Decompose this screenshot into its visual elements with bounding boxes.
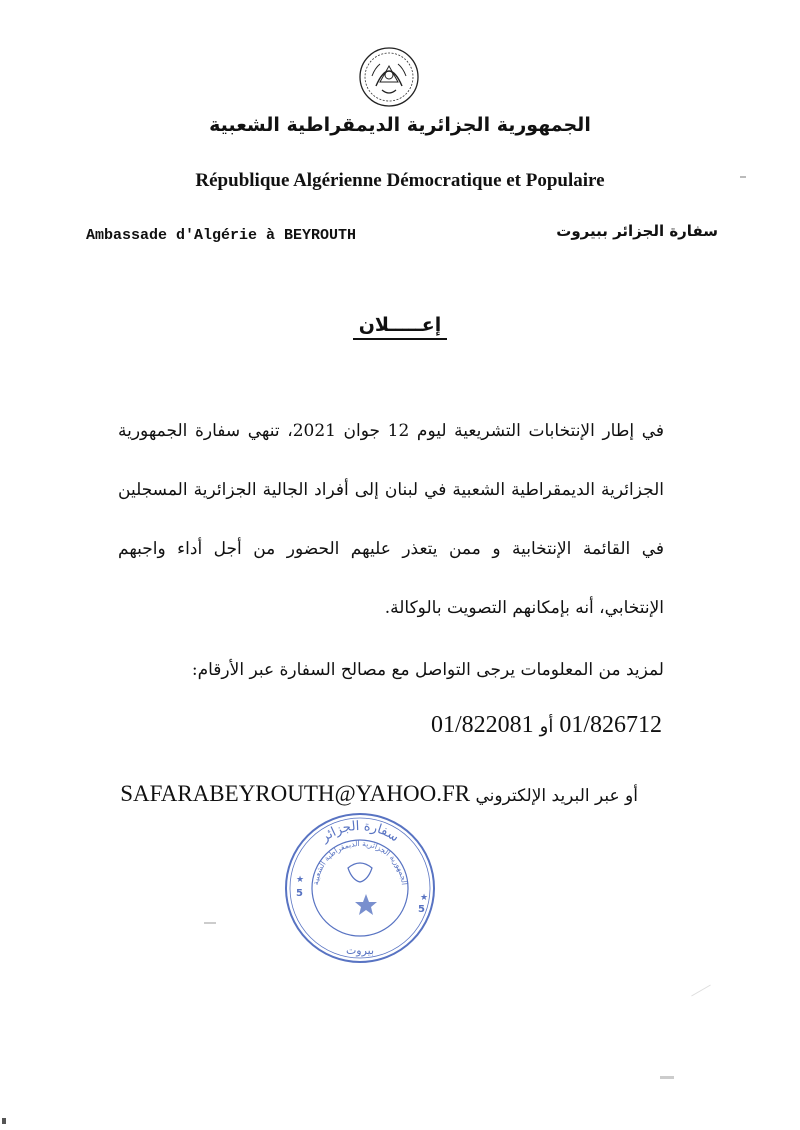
embassy-name-french: Ambassade d'Algérie à BEYROUTH bbox=[86, 227, 357, 244]
scan-speck bbox=[660, 1076, 674, 1079]
stamp-star-icon bbox=[355, 894, 377, 915]
stamp-number-left: 5 bbox=[296, 888, 303, 899]
stamp-star-right-icon: ★ bbox=[420, 893, 429, 903]
country-title-french: République Algérienne Démocratique et Populaire bbox=[195, 170, 605, 191]
phone-numbers bbox=[431, 712, 662, 739]
phone-number-2: 01/822081 bbox=[430, 712, 534, 738]
stamp-text-inner: الجمهورية الجزائرية الديمقراطية الشعبية bbox=[311, 838, 409, 886]
stamp-star-left-icon: ★ bbox=[296, 875, 305, 885]
country-title-arabic: الجمهورية الجزائرية الديمقراطية الشعبية bbox=[209, 114, 591, 136]
stamp-text-bottom: بيروت bbox=[345, 944, 375, 957]
notice-heading-text: إعـــــلان bbox=[353, 314, 448, 340]
embassy-stamp bbox=[280, 808, 440, 968]
stamp-number-right: 5 bbox=[418, 904, 425, 915]
scan-speck bbox=[740, 176, 746, 178]
embassy-name-arabic: سفارة الجزائر ببيروت bbox=[556, 222, 718, 240]
email-address: SAFARABEYROUTH@YAHOO.FR bbox=[120, 781, 471, 806]
notice-heading bbox=[300, 314, 500, 336]
scan-speck bbox=[204, 922, 216, 924]
email-intro: أو عبر البريد الإلكتروني bbox=[475, 786, 638, 806]
contact-intro: لمزيد من المعلومات يرجى التواصل مع مصالح السفارة عبر الأرقام: bbox=[191, 660, 664, 680]
algerian-emblem-icon bbox=[358, 46, 420, 108]
phone-number-1: 01/826712 bbox=[559, 712, 662, 738]
phone-or: أو bbox=[539, 716, 554, 736]
email-line bbox=[120, 781, 638, 807]
stamp-text-top: سفارة الجزائر bbox=[318, 818, 402, 846]
scan-speck bbox=[2, 1118, 6, 1124]
notice-paragraph: في إطار الإنتخابات التشريعية ليوم 12 جوان 2021، تنهي سفارة الجمهورية الجزائرية الديمقراطية الشعبية في لبنان إلى أفراد الجالية الجزائرية المسجلين في القائمة الإنتخابية و ممن يتعذر عليهم الحضور من أجل أداء واجبهم الإنتخابي، أنه بإمكانهم التصويت بالوكالة. bbox=[118, 421, 664, 618]
scan-speck bbox=[691, 985, 711, 997]
